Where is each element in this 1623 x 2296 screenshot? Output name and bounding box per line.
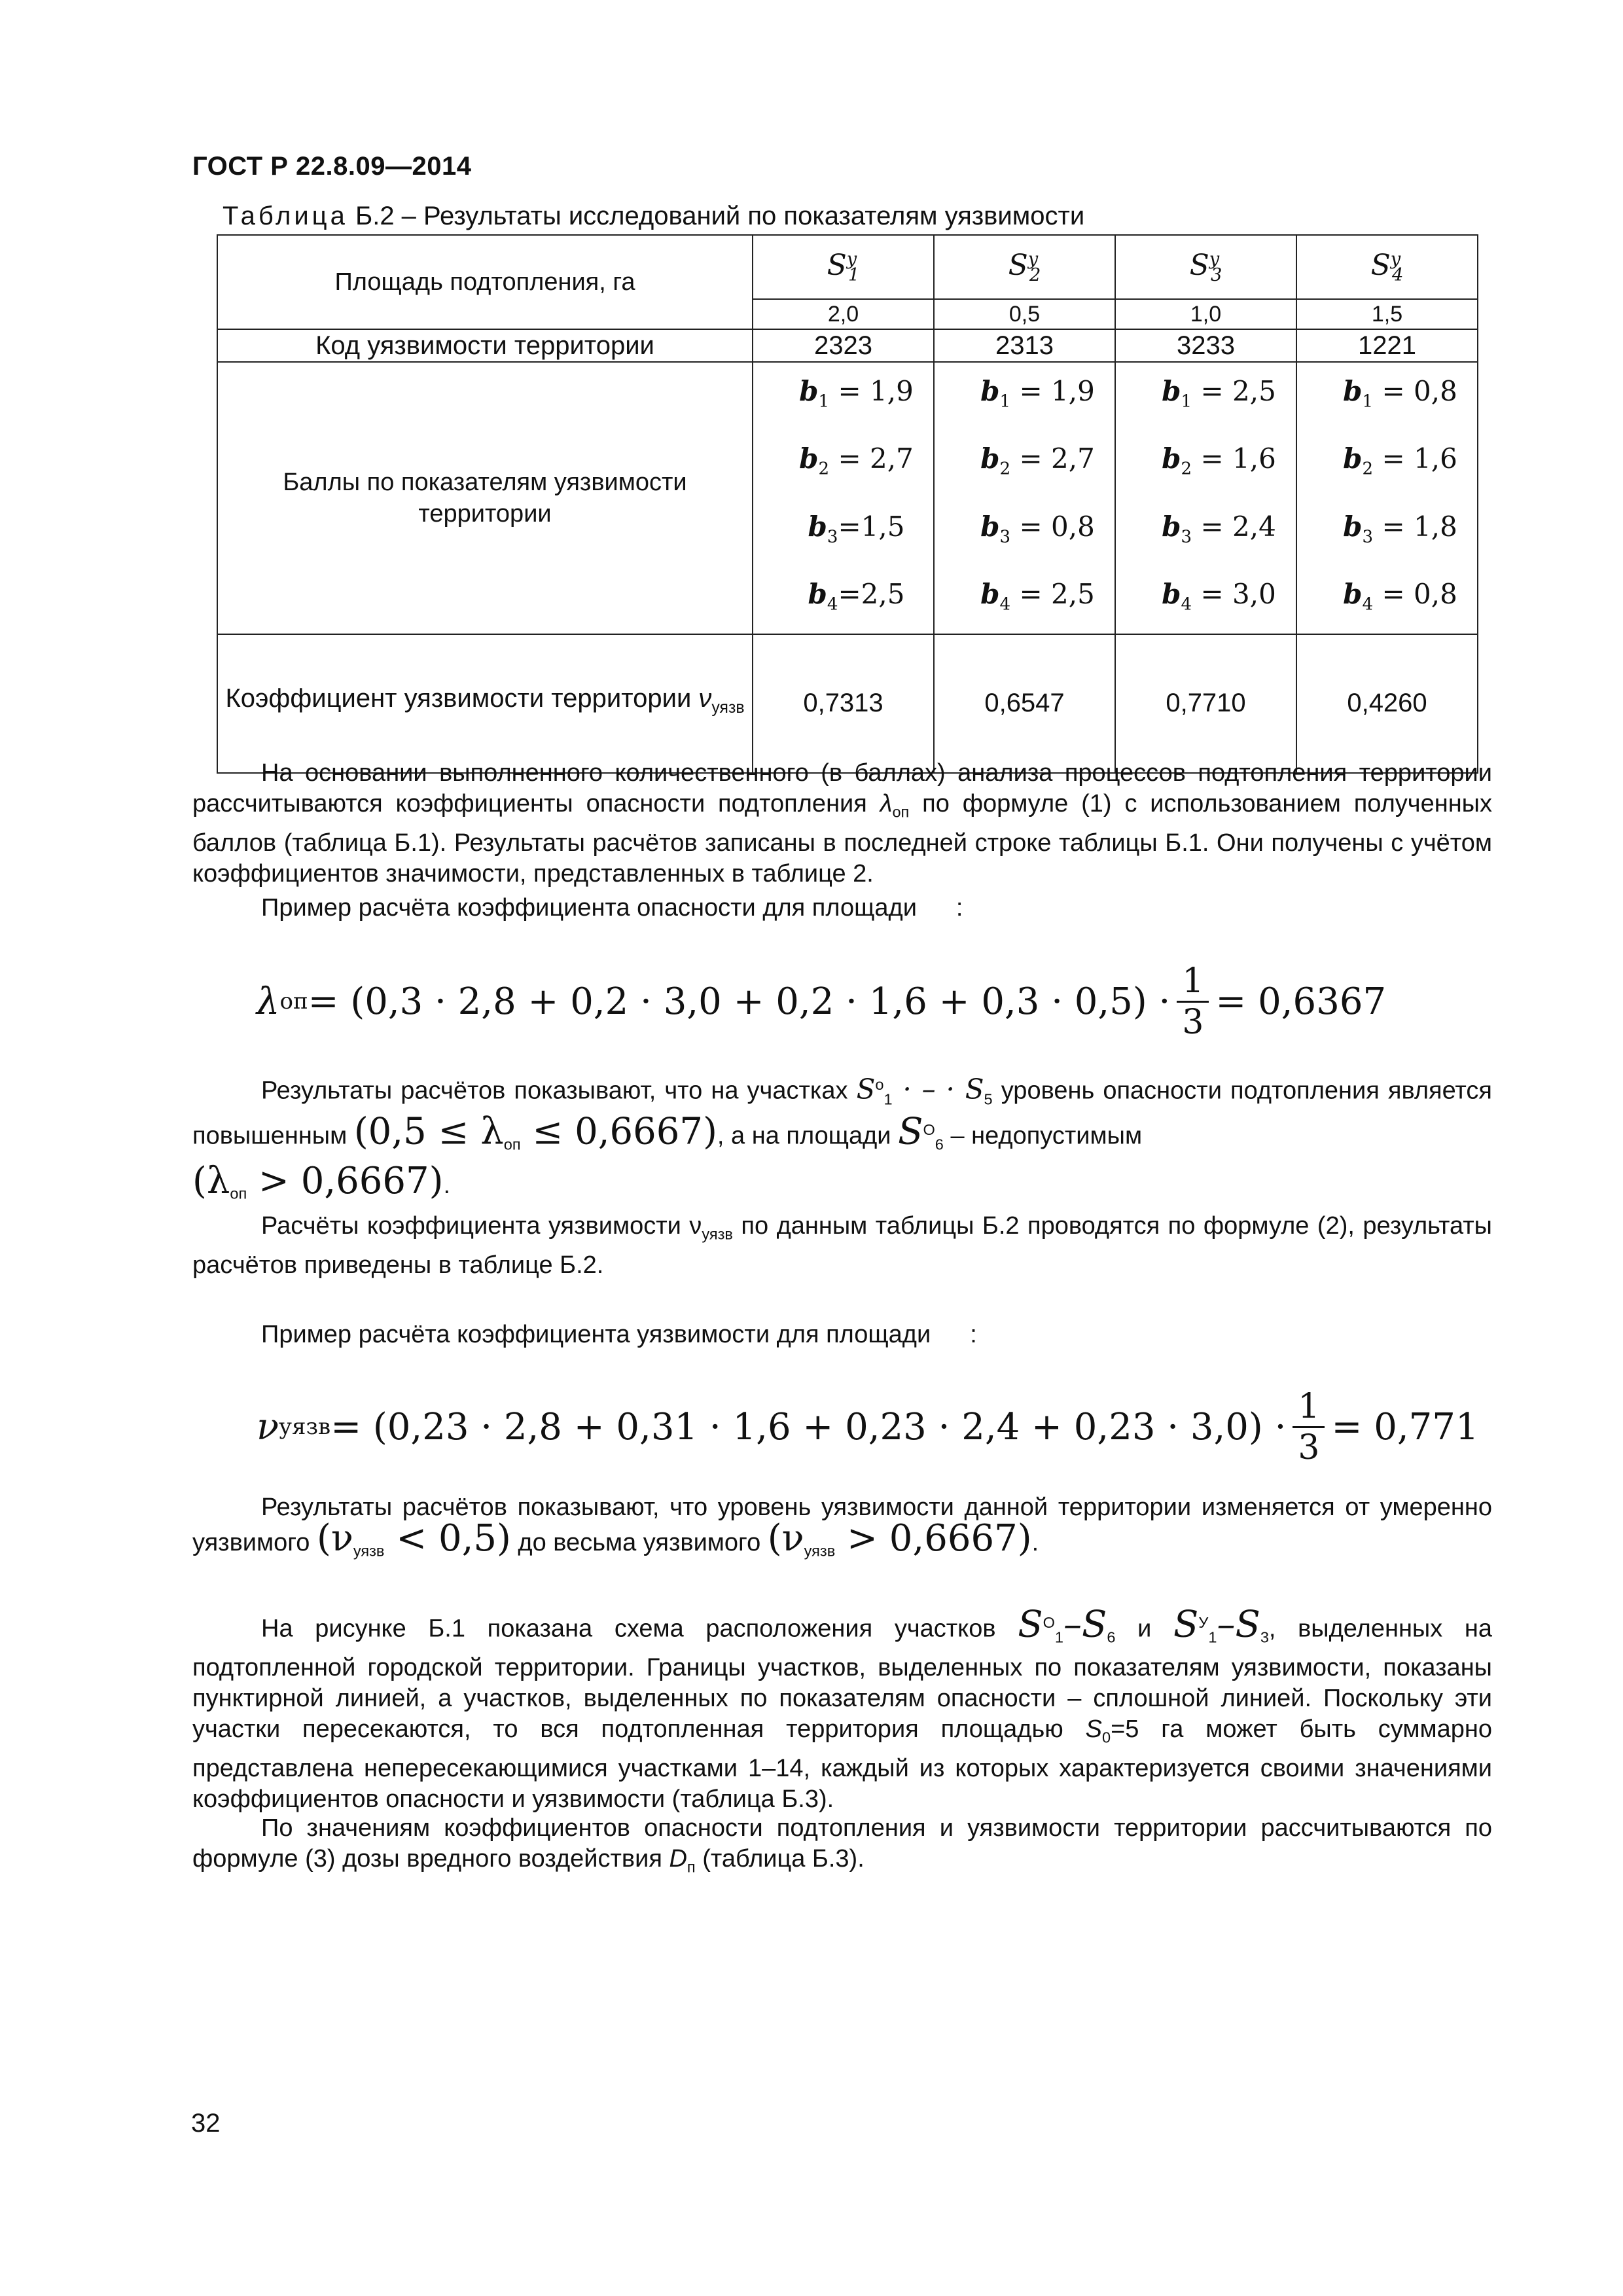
vulnerability-formula: ν уязв = (0,23 · 2,8 + 0,31 · 1,6 + 0,23 · 2,4 + 0,23 · 3,0) · $\frac{1}{3}$ = 0,771 <box>257 1386 1479 1467</box>
results-table <box>217 234 1478 774</box>
point-entry: $b_1 = 0,8$ <box>1343 375 1457 412</box>
area-label-cell <box>217 235 753 329</box>
table-row <box>217 362 1478 634</box>
code-value: 1221 <box>1296 329 1478 362</box>
point-entry: $b_4 = 2,5$ <box>980 578 1095 615</box>
example-hazard-heading: Пример расчёта коэффициента опасности для площади : <box>261 894 963 922</box>
coef-value: 0,7313 <box>753 634 934 773</box>
table-row <box>217 235 1478 299</box>
point-entry: $b_3 = 2,4$ <box>1162 510 1276 547</box>
area-value: 1,5 <box>1296 299 1478 329</box>
point-entry: $b_2 = 2,7$ <box>799 442 914 479</box>
table-caption-text: Б.2 – Результаты исследований по показателям уязвимости <box>348 202 1085 230</box>
points-cell <box>934 362 1115 634</box>
point-entry: $b_2 = 1,6$ <box>1162 442 1276 479</box>
point-entry: $b_4 = 0,8$ <box>1343 578 1457 615</box>
points-cell <box>1296 362 1478 634</box>
fraction: $\frac{1}{3}$ <box>1177 961 1209 1042</box>
points-cell <box>1115 362 1296 634</box>
points-cell <box>753 362 934 634</box>
point-entry: $b_1 = 1,9$ <box>980 375 1095 412</box>
table-caption-prefix: Таблица <box>223 202 348 230</box>
point-entry: $b_4=2,5$ <box>808 578 905 615</box>
points-label: Баллы по показателям уязвимости территории <box>217 362 753 634</box>
area-label: Площадь подтопления, га <box>334 268 635 296</box>
table-caption <box>223 202 1084 231</box>
point-entry: $b_3=1,5$ <box>808 510 905 547</box>
plot-symbol: $S^у_2$ <box>934 235 1115 299</box>
plot-symbol: $S^у_3$ <box>1115 235 1296 299</box>
paragraph-hazard-results: Результаты расчётов показывают, что на участках $S^о_1$ · – · $S_5$ уровень опасности подтопления является повышенным $(0,5 \le \lambda_{оп} \le 0,6667)$, а на площади $S^О_6$ – недопустимым $(\lambda_{оп} > 0,6667)$. <box>192 1073 1492 1202</box>
code-value: 3233 <box>1115 329 1296 362</box>
page-number: 32 <box>191 2109 221 2138</box>
paragraph-vulnerability-results: Результаты расчётов показывают, что уровень уязвимости данной территории изменяется от умеренно уязвимого $(\nu_{уязв} < 0,5)$ до весьма уязвимого $(\nu_{уязв} > 0,6667)$. <box>192 1494 1492 1560</box>
table-row <box>217 634 1478 773</box>
point-entry: $b_3 = 1,8$ <box>1343 510 1457 547</box>
plot-symbol: $S^у_1$ <box>753 235 934 299</box>
code-label: Код уязвимости территории <box>217 329 753 362</box>
point-entry: $b_4 = 3,0$ <box>1162 578 1276 615</box>
code-value: 2313 <box>934 329 1115 362</box>
paragraph-vulnerability-calc: Расчёты коэффициента уязвимости $\nu_{уязв}$ по данным таблицы Б.2 проводятся по формуле (2), результаты расчётов приведены в таблице Б.2. <box>192 1212 1492 1279</box>
area-value: 1,0 <box>1115 299 1296 329</box>
paragraph-figure-description: На рисунке Б.1 показана схема расположения участков $S^О_1-S_6$ и $S^У_1-S_3$, выделенных на подтопленной городской территории. Границы участков, выделенных по показателям уязвимости, показаны пунктирной линией, а участков, выделенных по показателям опасности – сплошной линией. Поскольку эти участки пересекаются, то вся подтопленная территория площадью $S_0=5$ га может быть суммарно представлена непересекающимися участками 1–14, каждый из которых характеризуется своими значениями коэффициентов опасности и уязвимости (таблица Б.3). <box>192 1603 1492 1813</box>
hazard-formula: λ оп = (0,3 · 2,8 + 0,2 · 3,0 + 0,2 · 1,6 + 0,3 · 0,5) · $\frac{1}{3}$ = 0,6367 <box>257 961 1387 1042</box>
point-entry: $b_1 = 1,9$ <box>799 375 914 412</box>
paragraph-hazard-coefficients: На основании выполненного количественного (в баллах) анализа процессов подтопления территории рассчитываются коэффициенты опасности подтопления $\lambda_{оп}$ по формуле (1) с использованием полученных баллов (таблица Б.1). Результаты расчётов записаны в последней строке таблицы Б.1. Они получены с учётом коэффициентов значимости, представленных в таблице 2. <box>192 759 1492 888</box>
coef-label: Коэффициент уязвимости территории $\nu_{уязв}$ <box>217 634 753 773</box>
point-entry: $b_3 = 0,8$ <box>980 510 1095 547</box>
code-value: 2323 <box>753 329 934 362</box>
point-entry: $b_2 = 1,6$ <box>1343 442 1457 479</box>
area-value: 0,5 <box>934 299 1115 329</box>
area-value: 2,0 <box>753 299 934 329</box>
point-entry: $b_1 = 2,5$ <box>1162 375 1276 412</box>
coef-value: 0,4260 <box>1296 634 1478 773</box>
fraction: $\frac{1}{3}$ <box>1293 1387 1325 1467</box>
coef-value: 0,7710 <box>1115 634 1296 773</box>
point-entry: $b_2 = 2,7$ <box>980 442 1095 479</box>
document-code: ГОСТ Р 22.8.09—2014 <box>192 152 472 181</box>
plot-symbol: $S^у_4$ <box>1296 235 1478 299</box>
example-vulnerability-heading: Пример расчёта коэффициента уязвимости для площади : <box>261 1321 977 1348</box>
table-row <box>217 329 1478 362</box>
paragraph-dose: По значениям коэффициентов опасности подтопления и уязвимости территории рассчитываются по формуле (3) дозы вредного воздействия $D_п$ (таблица Б.3). <box>192 1814 1492 1876</box>
coef-value: 0,6547 <box>934 634 1115 773</box>
